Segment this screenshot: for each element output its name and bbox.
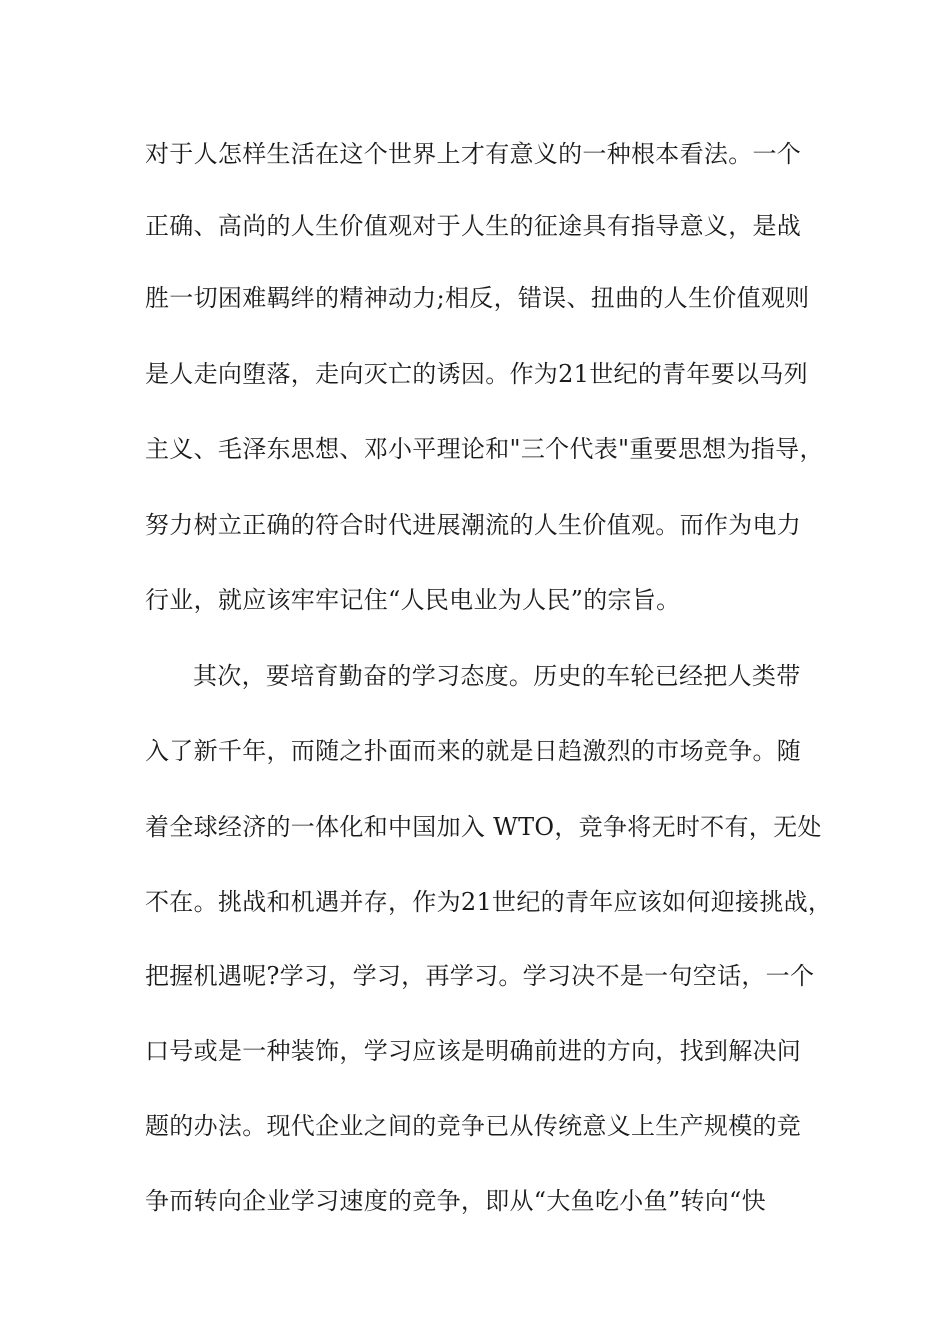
text-line-4: 是人走向堕落，走向灭亡的诱因。作为21世纪的青年要以马列 <box>145 360 808 388</box>
text-line-2: 正确、高尚的人生价值观对于人生的征途具有指导意义，是战 <box>145 212 802 240</box>
text-line-10: 着全球经济的一体化和中国加入 WTO，竞争将无时不有，无处 <box>145 813 822 841</box>
text-line-3: 胜一切困难羁绊的精神动力;相反，错误、扭曲的人生价值观则 <box>145 284 810 312</box>
text-line-13: 口号或是一种装饰，学习应该是明确前进的方向，找到解决问 <box>145 1037 802 1065</box>
text-line-1: 对于人怎样生活在这个世界上才有意义的一种根本看法。一个 <box>145 140 802 168</box>
text-line-8-paragraph-start: 其次，要培育勤奋的学习态度。历史的车轮已经把人类带 <box>193 662 801 690</box>
text-line-11: 不在。挑战和机遇并存，作为21世纪的青年应该如何迎接挑战， <box>145 888 833 916</box>
text-line-14: 题的办法。现代企业之间的竞争已从传统意义上生产规模的竞 <box>145 1112 802 1140</box>
text-line-7: 行业，就应该牢牢记住“人民电业为人民”的宗旨。 <box>145 586 681 614</box>
text-line-6: 努力树立正确的符合时代进展潮流的人生价值观。而作为电力 <box>145 511 802 539</box>
text-line-12: 把握机遇呢?学习，学习，再学习。学习决不是一句空话，一个 <box>145 962 815 990</box>
text-line-5: 主义、毛泽东思想、邓小平理论和"三个代表"重要思想为指导， <box>145 435 824 463</box>
text-line-15: 争而转向企业学习速度的竞争，即从“大鱼吃小鱼”转向“快 <box>145 1187 766 1215</box>
text-line-9: 入了新千年，而随之扑面而来的就是日趋激烈的市场竞争。随 <box>145 737 802 765</box>
